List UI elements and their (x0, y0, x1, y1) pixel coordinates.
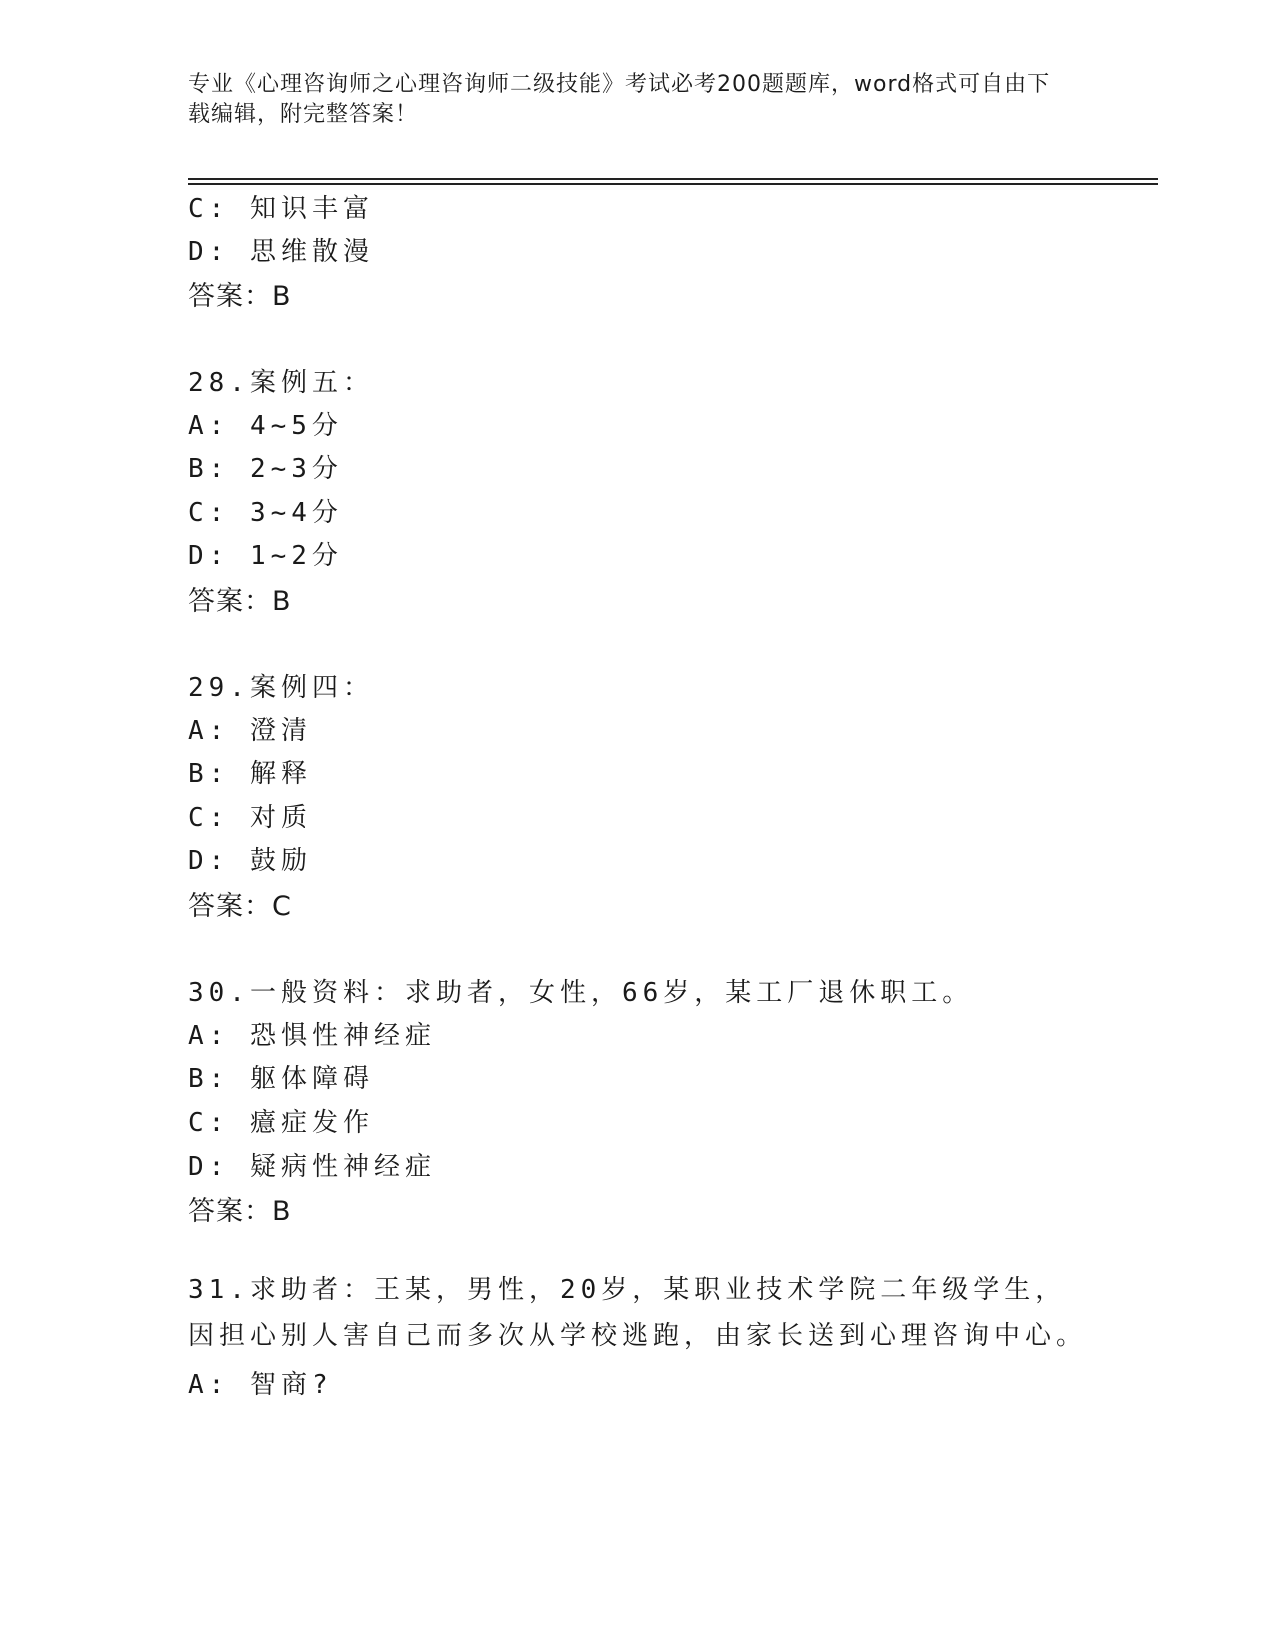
option-c: C: 3~4分 (188, 498, 343, 528)
option-d: D: 思维散漫 (188, 237, 374, 267)
option-d: D: 疑病性神经症 (188, 1152, 436, 1182)
option-b: B: 躯体障碍 (188, 1064, 374, 1094)
answer: 答案：C (188, 891, 292, 922)
option-d: D: 鼓励 (188, 846, 312, 876)
option-b: B: 解释 (188, 759, 312, 789)
option-a: A: 澄清 (188, 716, 312, 746)
question-28: 28.案例五： (188, 368, 374, 398)
document-header: 专业《心理咨询师之心理咨询师二级技能》考试必考200题题库，word格式可自由下载编辑，附完整答案！ (188, 72, 1051, 127)
option-c: C: 知识丰富 (188, 194, 374, 224)
option-a: A: 4~5分 (188, 411, 343, 441)
header-divider-top (188, 178, 1158, 180)
option-c: C: 对质 (188, 803, 312, 833)
header-divider-bottom (188, 183, 1158, 185)
option-c: C: 癔症发作 (188, 1108, 374, 1138)
option-b: B: 2~3分 (188, 454, 343, 484)
answer: 答案：B (188, 586, 292, 617)
answer: 答案：B (188, 1196, 292, 1227)
answer: 答案：B (188, 281, 292, 312)
option-a: A: 智商? (188, 1370, 333, 1400)
option-a: A: 恐惧性神经症 (188, 1021, 436, 1051)
question-30: 30.一般资料：求助者，女性，66岁，某工厂退休职工。 (188, 978, 974, 1008)
option-d: D: 1~2分 (188, 541, 343, 571)
question-29: 29.案例四： (188, 673, 374, 703)
question-31: 31.求助者：王某，男性，20岁，某职业技术学院二年级学生，因担心别人害自己而多次从学校逃跑，由家长送到心理咨询中心。 (188, 1275, 1088, 1351)
